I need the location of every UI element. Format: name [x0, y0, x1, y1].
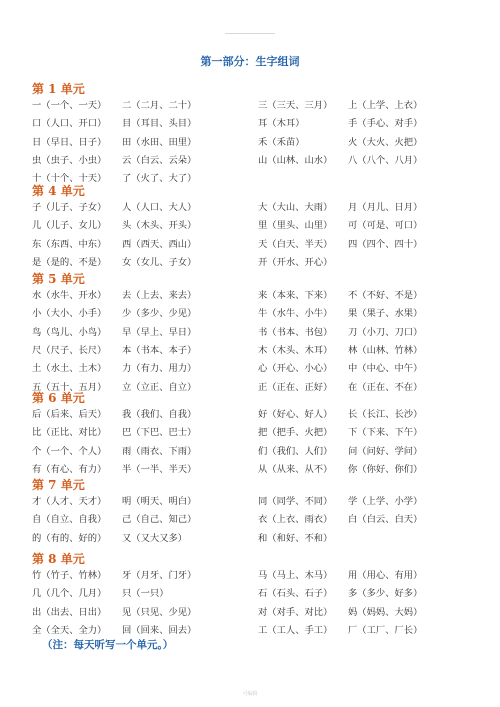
word-entry: 我（我们、自我）: [122, 409, 197, 420]
word-entry: 只（一只）: [122, 588, 169, 600]
word-entry: 出（出去、日出）: [32, 606, 107, 618]
word-entry: 又（又大又多）: [122, 532, 188, 544]
word-entry: 开（开水、开心）: [258, 256, 333, 268]
word-entry: 巴（下巴、巴士）: [122, 427, 197, 439]
word-entry: 才（人才、天才）: [32, 496, 107, 507]
word-entry: 大（大山、大雨）: [258, 202, 333, 213]
word-entry: 全（全天、全力）: [32, 624, 107, 636]
word-entry: 上（上学、上衣）: [348, 100, 423, 111]
word-entry: 林（山林、竹林）: [348, 344, 423, 356]
word-entry: 马（马上、木马）: [258, 570, 333, 581]
word-entry: 去（上去、来去）: [122, 290, 197, 301]
word-entry: 力（有力、用力）: [122, 363, 197, 375]
word-row: [0, 406, 500, 420]
word-entry: 半（一半、半天）: [122, 463, 197, 475]
word-row: [0, 115, 500, 129]
word-entry: 同（同学、不同）: [258, 496, 333, 507]
word-entry: 妈（妈妈、大妈）: [348, 606, 423, 618]
word-entry: 立（立正、自立）: [122, 381, 197, 393]
word-entry: 鸟（鸟儿、小鸟）: [32, 326, 107, 338]
word-entry: 二（二月、二十）: [122, 100, 197, 111]
word-entry: 人（人口、大人）: [122, 202, 197, 213]
word-entry: 衣（上衣、雨衣）: [258, 514, 333, 526]
word-entry: 石（石头、石子）: [258, 588, 333, 600]
word-row: [0, 152, 500, 166]
word-entry: 的（有的、好的）: [32, 532, 107, 544]
word-entry: 天（白天、半天）: [258, 238, 333, 250]
word-entry: 四（四个、四十）: [348, 238, 423, 250]
word-entry: 在（正在、不在）: [348, 381, 423, 393]
word-row: [0, 530, 500, 544]
unit-heading: 第 5 单元: [32, 272, 85, 286]
word-entry: 长（长江、长沙）: [348, 409, 423, 420]
word-entry: 刀（小刀、刀口）: [348, 326, 423, 338]
word-entry: 火（大火、火把）: [348, 136, 423, 148]
word-entry: 用（用心、有用）: [348, 570, 423, 581]
word-entry: 学（上学、小学）: [348, 496, 423, 507]
word-row: [0, 360, 500, 374]
word-entry: 来（本来、下来）: [258, 290, 333, 301]
word-row: [0, 305, 500, 319]
word-row: [0, 199, 500, 213]
word-entry: 早（早上、早日）: [122, 326, 197, 338]
word-entry: 子（儿子、子女）: [32, 202, 107, 213]
word-row: [0, 217, 500, 231]
word-entry: 下（下来、下午）: [348, 427, 423, 439]
unit-heading: 第 7 单元: [32, 478, 85, 492]
word-entry: 果（果子、水果）: [348, 308, 423, 320]
word-entry: 把（把手、火把）: [258, 427, 333, 439]
word-entry: 己（自己、知己）: [122, 514, 197, 526]
word-entry: 西（西天、西山）: [122, 238, 197, 250]
word-entry: 有（有心、有力）: [32, 463, 107, 475]
word-entry: 比（正比、对比）: [32, 427, 107, 439]
word-row: [0, 604, 500, 618]
word-entry: 本（书本、本子）: [122, 344, 197, 356]
word-entry: 几（几个、几月）: [32, 588, 107, 600]
word-entry: 八（八个、八月）: [348, 154, 423, 166]
word-entry: 虫（虫子、小虫）: [32, 154, 107, 166]
word-entry: 日（早日、日子）: [32, 136, 107, 148]
word-row: [0, 585, 500, 599]
word-row: [0, 511, 500, 525]
word-entry: 见（只见、少见）: [122, 606, 197, 618]
word-row: [0, 342, 500, 356]
word-entry: 问（问好、学问）: [348, 445, 423, 457]
word-entry: 雨（雨衣、下雨）: [122, 445, 197, 457]
word-row: [0, 461, 500, 475]
word-row: [0, 324, 500, 338]
word-entry: 厂（工厂、厂长）: [348, 624, 423, 636]
word-entry: 山（山林、山水）: [258, 154, 333, 166]
word-entry: 少（多少、少见）: [122, 308, 197, 320]
word-entry: 对（对手、对比）: [258, 606, 333, 618]
word-entry: 一（一个、一天）: [32, 100, 107, 111]
word-entry: 耳（木耳）: [258, 118, 305, 130]
word-entry: 和（和好、不和）: [258, 532, 333, 544]
footer-mark: 可编辑: [242, 691, 258, 697]
word-entry: 牛（水牛、小牛）: [258, 308, 333, 320]
word-entry: 好（好心、好人）: [258, 409, 333, 420]
word-entry: 心（开心、小心）: [258, 363, 333, 375]
word-entry: 可（可是、可口）: [348, 220, 423, 232]
word-entry: 土（水土、土木）: [32, 363, 107, 375]
unit-heading: 第 6 单元: [32, 391, 85, 405]
word-row: [0, 622, 500, 636]
word-entry: 目（耳目、头目）: [122, 118, 197, 130]
word-row: [0, 254, 500, 268]
word-entry: 手（手心、对手）: [348, 118, 423, 130]
word-entry: 头（木头、开头）: [122, 220, 197, 232]
word-entry: 后（后来、后天）: [32, 409, 107, 420]
word-entry: 书（书本、书包）: [258, 326, 333, 338]
unit-heading: 第 1 单元: [32, 82, 85, 96]
word-entry: 不（不好、不是）: [348, 290, 423, 301]
unit-heading: 第 8 单元: [32, 552, 85, 566]
word-entry: 尺（尺子、长尺）: [32, 344, 107, 356]
word-entry: 十（十个、十天）: [32, 173, 107, 185]
word-entry: 正（正在、正好）: [258, 381, 333, 393]
word-entry: 云（白云、云朵）: [122, 154, 197, 166]
word-entry: 明（明天、明白）: [122, 496, 197, 507]
word-entry: 小（大小、小手）: [32, 308, 107, 320]
page-title: 第一部分：生字组词: [200, 55, 300, 68]
word-entry: 们（我们、人们）: [258, 445, 333, 457]
top-rule: [225, 33, 275, 34]
word-entry: 从（从来、从不）: [258, 463, 333, 475]
word-row: [0, 443, 500, 457]
word-entry: 五（五十、五月）: [32, 381, 107, 393]
word-entry: 三（三天、三月）: [258, 100, 333, 111]
word-row: [0, 287, 500, 301]
word-entry: 东（东西、中东）: [32, 238, 107, 250]
word-entry: 回（回来、回去）: [122, 624, 197, 636]
word-entry: 女（女儿、子女）: [122, 256, 197, 268]
word-row: [0, 493, 500, 507]
word-row: [0, 236, 500, 250]
word-entry: 儿（儿子、女儿）: [32, 220, 107, 232]
word-entry: 你（你好、你们）: [348, 463, 423, 475]
word-entry: 了（火了、大了）: [122, 173, 197, 185]
word-row: [0, 97, 500, 111]
word-entry: 田（水田、田里）: [122, 136, 197, 148]
word-entry: 口（人口、开口）: [32, 118, 107, 130]
note: （注：每天听写一个单元。）: [42, 639, 174, 651]
word-entry: 工（工人、手工）: [258, 624, 333, 636]
word-entry: 禾（禾苗）: [258, 136, 305, 148]
word-row: [0, 134, 500, 148]
word-entry: 木（木头、木耳）: [258, 344, 333, 356]
word-entry: 多（多少、好多）: [348, 588, 423, 600]
word-entry: 白（白云、白天）: [348, 514, 423, 526]
word-entry: 是（是的、不是）: [32, 256, 107, 268]
word-entry: 自（自立、自我）: [32, 514, 107, 526]
word-entry: 牙（月牙、门牙）: [122, 570, 197, 581]
word-row: [0, 567, 500, 581]
unit-heading: 第 4 单元: [32, 184, 85, 198]
word-entry: 中（中心、中午）: [348, 363, 423, 375]
word-entry: 月（月儿、日月）: [348, 202, 423, 213]
word-entry: 个（一个、个人）: [32, 445, 107, 457]
word-entry: 里（里头、山里）: [258, 220, 333, 232]
word-entry: 水（水牛、开水）: [32, 290, 107, 301]
word-entry: 竹（竹子、竹林）: [32, 570, 107, 581]
word-row: [0, 424, 500, 438]
